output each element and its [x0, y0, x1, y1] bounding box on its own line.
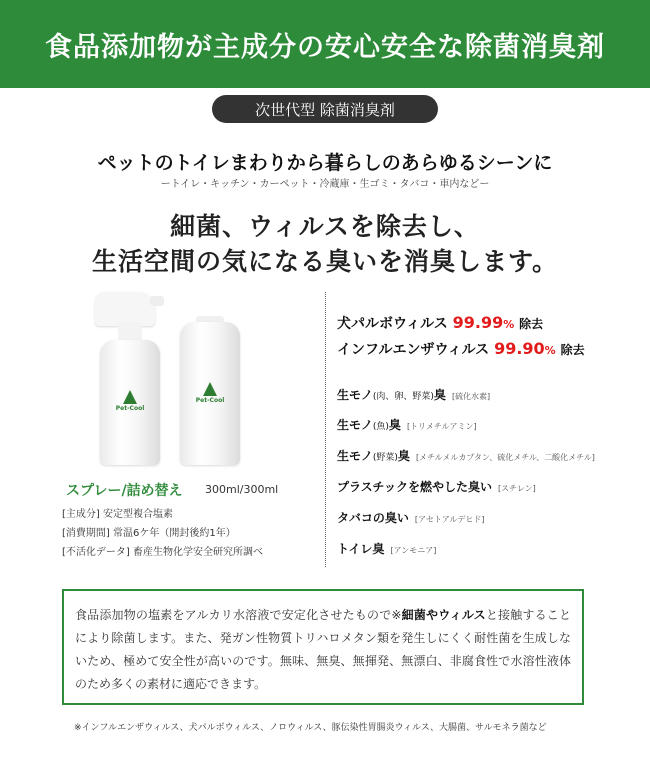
footnote: ※インフルエンザウィルス、犬パルボウィルス、ノロウィルス、豚伝染性胃腸炎ウィルス、大腸菌、サルモネラ菌など: [74, 723, 547, 733]
odor-tail: 臭: [433, 388, 446, 402]
virus-name: インフルエンザウィルス: [337, 342, 490, 358]
efficacy-suffix: 除去: [519, 317, 544, 331]
odor-compound: [トリメチルアミン]: [406, 422, 477, 431]
odor-detail: (肉、卵、野菜): [372, 392, 434, 402]
odor-item: [337, 447, 595, 464]
odor-detail: (魚): [372, 422, 389, 432]
odor-item: [337, 478, 536, 495]
odor-name: タバコの臭い: [337, 511, 409, 525]
headline: ペットのトイレまわりから暮らしのあらゆるシーンに: [97, 152, 553, 174]
efficacy-row: [337, 313, 543, 333]
brand-name: Pet-Cool: [195, 397, 225, 404]
odor-compound: [アンモニア]: [390, 546, 437, 555]
odor-compound: [アセトアルデヒド]: [414, 515, 485, 524]
virus-name: 犬パルボウィルス: [337, 316, 448, 332]
efficacy-percent: 99.90: [494, 339, 545, 358]
description-highlight: 細菌やウィルス: [401, 608, 486, 622]
brand-name: Pet-Cool: [115, 405, 145, 412]
usage-scenes: ートイレ・キッチン・カーペット・冷蔵庫・生ゴミ・タバコ・車内などー: [160, 179, 490, 190]
spec-shelf-life: [消費期間] 常温6ケ年（開封後約1年）: [62, 528, 236, 539]
efficacy-percent: 99.99: [452, 313, 504, 332]
pet-logo-icon: [123, 390, 137, 404]
percent-unit: %: [503, 318, 515, 331]
odor-compound: [硫化水素]: [451, 392, 491, 401]
header-title: 食品添加物が主成分の安心安全な除菌消臭剤: [45, 31, 605, 63]
category-badge: 次世代型 除菌消臭剤: [212, 95, 438, 123]
header-banner: [0, 0, 650, 88]
brand-logo: [195, 382, 225, 404]
percent-unit: %: [544, 344, 556, 357]
odor-tail: 臭: [388, 418, 401, 432]
catchcopy-line-1: 細菌、ウィルスを除去し、: [170, 212, 480, 241]
brand-logo: [115, 390, 145, 412]
description-part-1: 食品添加物の塩素をアルカリ水溶液で安定化させたもので※: [75, 608, 402, 622]
efficacy-row: [337, 339, 585, 359]
description-text: [75, 604, 571, 696]
product-type: スプレー/詰め替え: [66, 483, 183, 499]
spray-nozzle: [150, 296, 164, 306]
spec-inactivation-data: [不活化データ] 畜産生物化学安全研究所調べ: [62, 547, 263, 558]
odor-compound: [スチレン]: [498, 484, 536, 493]
odor-item: [337, 386, 490, 403]
odor-name: 生モノ: [337, 449, 373, 463]
product-size: 300ml/300ml: [205, 483, 279, 496]
odor-compound: [メチルメルカプタン、硫化メチル、二酸化メチル]: [415, 453, 595, 462]
odor-name: 生モノ: [337, 388, 373, 402]
odor-name: プラスチックを燃やした臭い: [337, 480, 493, 494]
efficacy-suffix: 除去: [560, 343, 585, 357]
odor-name: 生モノ: [337, 418, 373, 432]
description-part-2: と接触することにより除菌します。また、発ガン性物質トリハロメタン類を発生しにくく耐性菌を生成しないため、極めて安全性が高いのです。無味、無臭、無揮発、無漂白、非腐食性で水溶性液体のため多くの素材に適応できます。: [75, 608, 571, 691]
odor-item: [337, 416, 477, 433]
description-box: [62, 589, 584, 705]
odor-detail: (野菜): [372, 453, 398, 463]
product-image: [60, 292, 310, 472]
spray-trigger: [95, 292, 155, 326]
odor-item: [337, 509, 485, 526]
pet-logo-icon: [203, 382, 217, 396]
odor-tail: 臭: [397, 449, 410, 463]
odor-item: [337, 540, 436, 557]
catchcopy-line-2: 生活空間の気になる臭いを消臭します。: [91, 247, 558, 276]
spec-ingredient: [主成分] 安定型複合塩素: [62, 509, 173, 520]
column-divider: [325, 292, 326, 567]
odor-name: トイレ臭: [337, 542, 385, 556]
